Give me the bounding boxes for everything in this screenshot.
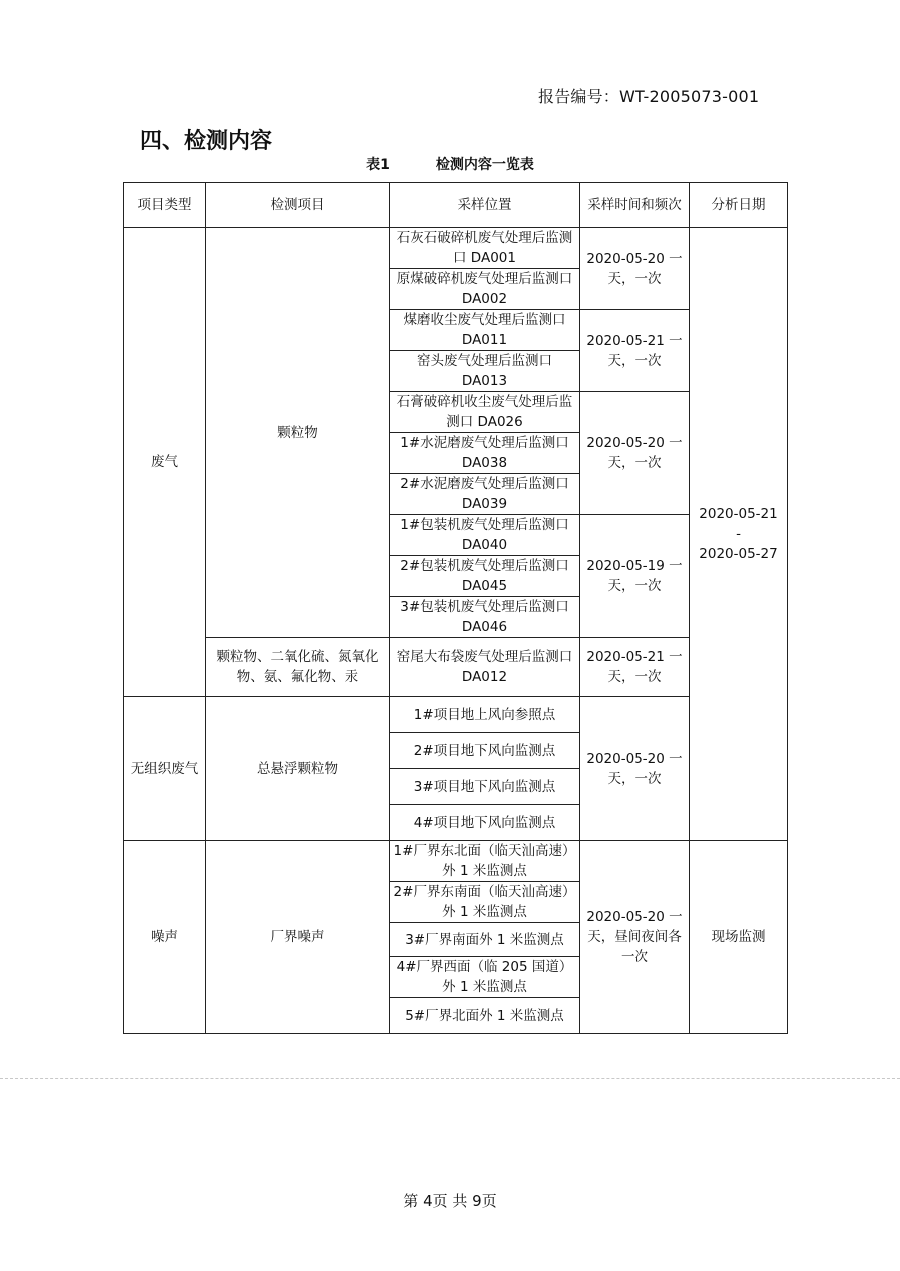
location-cell: 1#水泥磨废气处理后监测口 DA038 (390, 433, 580, 474)
item-cell: 颗粒物 (206, 228, 390, 638)
schedule-cell: 2020-05-20 一天，昼间夜间各一次 (580, 841, 690, 1034)
report-number: 报告编号：WT-2005073-001 (538, 87, 760, 106)
item-cell: 总悬浮颗粒物 (206, 697, 390, 841)
location-cell: 2#水泥磨废气处理后监测口 DA039 (390, 474, 580, 515)
category-cell: 无组织废气 (124, 697, 206, 841)
schedule-cell: 2020-05-19 一天，一次 (580, 515, 690, 638)
item-cell: 颗粒物、二氧化硫、氮氧化物、氨、氟化物、汞 (206, 638, 390, 697)
location-cell: 石灰石破碎机废气处理后监测口 DA001 (390, 228, 580, 269)
header-analysis-date: 分析日期 (690, 183, 788, 228)
item-cell: 厂界噪声 (206, 841, 390, 1034)
location-cell: 窑头废气处理后监测口 DA013 (390, 351, 580, 392)
location-cell: 石膏破碎机收尘废气处理后监测口 DA026 (390, 392, 580, 433)
location-cell: 3#项目地下风向监测点 (390, 769, 580, 805)
location-cell: 1#项目地上风向参照点 (390, 697, 580, 733)
table-row (124, 638, 788, 697)
analysis-date-cell (690, 228, 788, 841)
inspection-content-table (123, 182, 788, 1034)
section-title: 四、检测内容 (140, 129, 273, 154)
analysis-start: 2020-05-21 (699, 506, 778, 522)
location-cell: 5#厂界北面外 1 米监测点 (390, 998, 580, 1034)
page-number: 第 4页 共 9页 (403, 1192, 497, 1210)
header-location: 采样位置 (390, 183, 580, 228)
header-schedule: 采样时间和频次 (580, 183, 690, 228)
table-caption-number: 表1 (366, 157, 390, 173)
header-item: 检测项目 (206, 183, 390, 228)
schedule-cell: 2020-05-20 一天，一次 (580, 392, 690, 515)
schedule-cell: 2020-05-20 一天，一次 (580, 697, 690, 841)
schedule-cell: 2020-05-20 一天，一次 (580, 228, 690, 310)
table-row (124, 697, 788, 733)
schedule-cell: 2020-05-21 一天，一次 (580, 310, 690, 392)
location-cell: 3#厂界南面外 1 米监测点 (390, 923, 580, 957)
scan-artifact-line (0, 1078, 900, 1079)
table-row (124, 228, 788, 269)
location-cell: 1#厂界东北面（临天汕高速）外 1 米监测点 (390, 841, 580, 882)
table-caption (0, 154, 900, 174)
location-cell: 4#厂界西面（临 205 国道）外 1 米监测点 (390, 957, 580, 998)
location-cell: 2#厂界东南面（临天汕高速）外 1 米监测点 (390, 882, 580, 923)
location-cell: 原煤破碎机废气处理后监测口 DA002 (390, 269, 580, 310)
schedule-cell: 2020-05-21 一天，一次 (580, 638, 690, 697)
table-header-row (124, 183, 788, 228)
location-cell: 煤磨收尘废气处理后监测口 DA011 (390, 310, 580, 351)
analysis-dash: - (736, 526, 741, 542)
analysis-onsite-cell: 现场监测 (690, 841, 788, 1034)
location-cell: 2#包装机废气处理后监测口 DA045 (390, 556, 580, 597)
location-cell: 1#包装机废气处理后监测口 DA040 (390, 515, 580, 556)
category-cell: 噪声 (124, 841, 206, 1034)
table-row (124, 841, 788, 882)
header-category: 项目类型 (124, 183, 206, 228)
location-cell: 窑尾大布袋废气处理后监测口 DA012 (390, 638, 580, 697)
location-cell: 2#项目地下风向监测点 (390, 733, 580, 769)
category-cell: 废气 (124, 228, 206, 697)
location-cell: 4#项目地下风向监测点 (390, 805, 580, 841)
location-cell: 3#包装机废气处理后监测口 DA046 (390, 597, 580, 638)
analysis-end: 2020-05-27 (699, 546, 778, 562)
table-caption-text: 检测内容一览表 (435, 157, 534, 173)
